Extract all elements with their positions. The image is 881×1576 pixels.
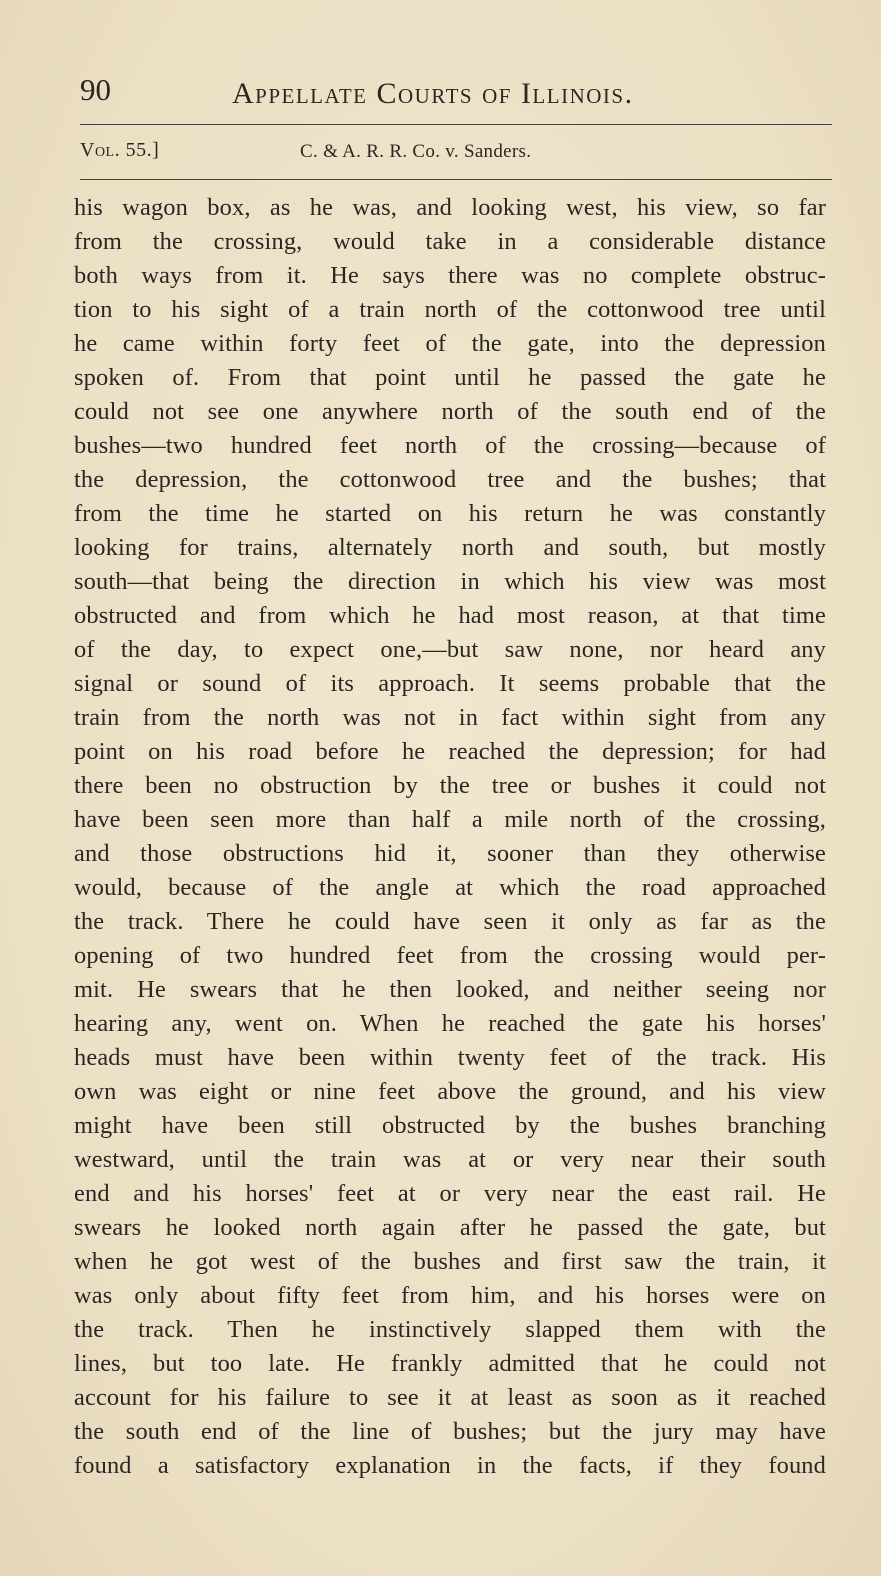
text-line: hearing any, went on. When he reached the gate his horses' <box>74 1010 826 1037</box>
text-line: the depression, the cottonwood tree and the bushes; that <box>74 466 826 493</box>
header-rule-top <box>80 124 832 125</box>
text-line: westward, until the train was at or very near their south <box>74 1146 826 1173</box>
page-header <box>80 70 820 120</box>
text-line: train from the north was not in fact within sight from any <box>74 704 826 731</box>
text-line: looking for trains, alternately north and south, but mostly <box>74 534 826 561</box>
text-line: mit. He swears that he then looked, and neither seeing nor <box>74 976 826 1003</box>
text-line: own was eight or nine feet above the ground, and his view <box>74 1078 826 1105</box>
text-line: both ways from it. He says there was no complete obstruc- <box>74 262 826 289</box>
page-number: 90 <box>80 72 111 107</box>
text-line: swears he looked north again after he passed the gate, but <box>74 1214 826 1241</box>
text-line: signal or sound of its approach. It seems probable that the <box>74 670 826 697</box>
case-title: C. & A. R. R. Co. v. Sanders. <box>300 141 532 162</box>
text-line: south—that being the direction in which his view was most <box>74 568 826 595</box>
text-line: his wagon box, as he was, and looking west, his view, so far <box>74 194 826 221</box>
text-line: would, because of the angle at which the road approached <box>74 874 826 901</box>
text-line: the track. Then he instinctively slapped them with the <box>74 1316 826 1343</box>
text-line: the track. There he could have seen it only as far as the <box>74 908 826 935</box>
text-line: from the crossing, would take in a considerable distance <box>74 228 826 255</box>
text-line: point on his road before he reached the depression; for had <box>74 738 826 765</box>
text-line: when he got west of the bushes and first saw the train, it <box>74 1248 826 1275</box>
text-line: from the time he started on his return he was constantly <box>74 500 826 527</box>
text-line: spoken of. From that point until he passed the gate he <box>74 364 826 391</box>
text-line: and those obstructions hid it, sooner than they otherwise <box>74 840 826 867</box>
text-line: account for his failure to see it at least as soon as it reached <box>74 1384 826 1411</box>
text-line: bushes—two hundred feet north of the crossing—because of <box>74 432 826 459</box>
text-line: there been no obstruction by the tree or bushes it could not <box>74 772 826 799</box>
text-line: heads must have been within twenty feet of the track. His <box>74 1044 826 1071</box>
text-line: opening of two hundred feet from the crossing would per- <box>74 942 826 969</box>
running-title: Appellate Courts of Illinois. <box>232 77 634 110</box>
text-line: he came within forty feet of the gate, into the depression <box>74 330 826 357</box>
volume-label: Vol. 55.] <box>80 139 160 161</box>
header-rule-bottom <box>80 179 832 180</box>
text-line: could not see one anywhere north of the south end of the <box>74 398 826 425</box>
text-line: was only about fifty feet from him, and his horses were on <box>74 1282 826 1309</box>
body-text <box>74 191 826 1483</box>
text-line: tion to his sight of a train north of the cottonwood tree until <box>74 296 826 323</box>
text-line: have been seen more than half a mile north of the crossing, <box>74 806 826 833</box>
text-line: obstructed and from which he had most reason, at that time <box>74 602 826 629</box>
text-line: found a satisfactory explanation in the facts, if they found <box>74 1452 826 1479</box>
page-subheader <box>80 136 832 168</box>
text-line: might have been still obstructed by the bushes branching <box>74 1112 826 1139</box>
text-line: lines, but too late. He frankly admitted that he could not <box>74 1350 826 1377</box>
text-line: end and his horses' feet at or very near the east rail. He <box>74 1180 826 1207</box>
text-line: the south end of the line of bushes; but the jury may have <box>74 1418 826 1445</box>
text-line: of the day, to expect one,—but saw none, nor heard any <box>74 636 826 663</box>
